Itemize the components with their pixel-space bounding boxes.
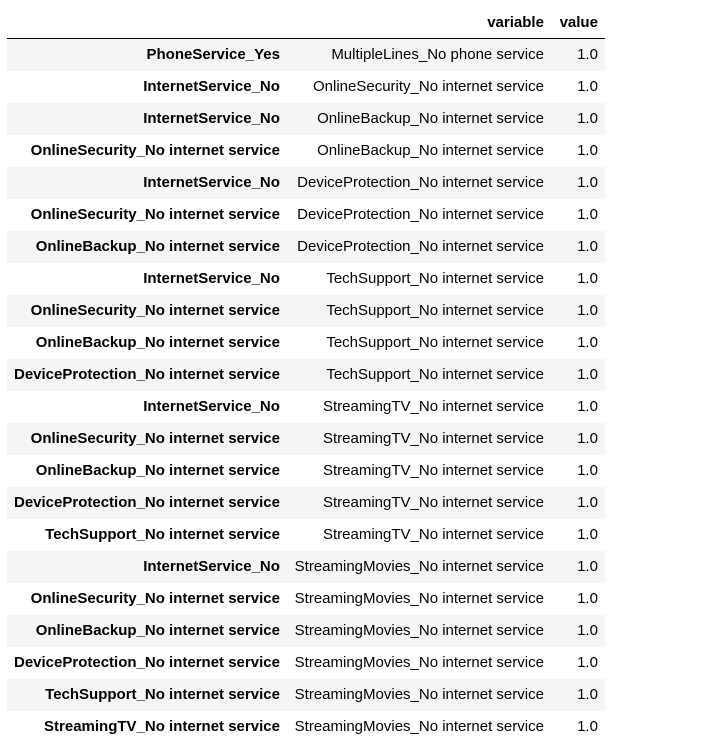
cell-variable: OnlineBackup_No internet service xyxy=(317,142,544,159)
row-index-label: OnlineBackup_No internet service xyxy=(35,622,280,639)
cell-variable: StreamingTV_No internet service xyxy=(323,398,544,415)
cell-variable: MultipleLines_No phone service xyxy=(331,46,544,64)
row-index-label: OnlineSecurity_No internet service xyxy=(30,430,280,447)
cell-variable: TechSupport_No internet service xyxy=(326,334,544,351)
table-row xyxy=(7,615,605,647)
row-index-label: OnlineBackup_No internet service xyxy=(35,462,280,479)
table-header xyxy=(7,6,605,39)
row-index-label: InternetService_No xyxy=(143,174,280,191)
row-index-label: DeviceProtection_No internet service xyxy=(14,494,280,511)
table-row xyxy=(7,679,605,711)
cell-value: 1.0 xyxy=(577,686,598,703)
cell-value: 1.0 xyxy=(577,526,598,543)
cell-variable: StreamingMovies_No internet service xyxy=(294,686,544,703)
table-row xyxy=(7,711,605,743)
index-header xyxy=(7,6,287,39)
cell-variable: DeviceProtection_No internet service xyxy=(297,174,544,191)
cell-variable: StreamingMovies_No internet service xyxy=(294,654,544,671)
cell-variable: StreamingMovies_No internet service xyxy=(294,622,544,639)
table-row xyxy=(7,231,605,263)
table-row xyxy=(7,327,605,359)
cell-variable: OnlineBackup_No internet service xyxy=(317,110,544,127)
cell-value: 1.0 xyxy=(577,718,598,735)
table-row xyxy=(7,423,605,455)
table-row xyxy=(7,391,605,423)
cell-variable: StreamingMovies_No internet service xyxy=(294,718,544,735)
table-row xyxy=(7,263,605,295)
row-index-label: OnlineBackup_No internet service xyxy=(35,238,280,255)
table-row xyxy=(7,551,605,583)
table-row xyxy=(7,455,605,487)
table-row xyxy=(7,295,605,327)
table-row xyxy=(7,487,605,519)
cell-value: 1.0 xyxy=(577,654,598,671)
table-row xyxy=(7,103,605,135)
cell-variable: DeviceProtection_No internet service xyxy=(297,206,544,223)
row-index-label: TechSupport_No internet service xyxy=(45,686,280,703)
cell-variable: StreamingTV_No internet service xyxy=(323,526,544,543)
cell-variable: DeviceProtection_No internet service xyxy=(297,238,544,255)
cell-variable: StreamingTV_No internet service xyxy=(323,494,544,511)
cell-value: 1.0 xyxy=(577,110,598,127)
cell-value: 1.0 xyxy=(577,590,598,607)
cell-value: 1.0 xyxy=(577,462,598,479)
cell-variable: StreamingTV_No internet service xyxy=(323,430,544,447)
cell-value: 1.0 xyxy=(577,558,598,575)
row-index-label: StreamingTV_No internet service xyxy=(44,718,280,735)
cell-value: 1.0 xyxy=(577,174,598,191)
table-row xyxy=(7,71,605,103)
row-index-label: InternetService_No xyxy=(143,78,280,95)
cell-value: 1.0 xyxy=(577,302,598,319)
table-row xyxy=(7,135,605,167)
row-index-label: DeviceProtection_No internet service xyxy=(14,654,280,671)
cell-value: 1.0 xyxy=(577,622,598,639)
table-row xyxy=(7,199,605,231)
cell-value: 1.0 xyxy=(577,142,598,159)
table-body xyxy=(7,39,605,743)
row-index-label: InternetService_No xyxy=(143,398,280,415)
row-index-label: DeviceProtection_No internet service xyxy=(14,366,280,383)
row-index-label: InternetService_No xyxy=(143,270,280,287)
row-index-label: InternetService_No xyxy=(143,558,280,575)
cell-value: 1.0 xyxy=(577,46,598,64)
cell-value: 1.0 xyxy=(577,398,598,415)
cell-value: 1.0 xyxy=(577,494,598,511)
row-index-label: TechSupport_No internet service xyxy=(45,526,280,543)
cell-variable: TechSupport_No internet service xyxy=(326,366,544,383)
row-index-label: OnlineBackup_No internet service xyxy=(35,334,280,351)
table-row xyxy=(7,519,605,551)
table-row xyxy=(7,647,605,679)
row-index-label: OnlineSecurity_No internet service xyxy=(30,142,280,159)
dataframe-output xyxy=(7,6,605,743)
cell-value: 1.0 xyxy=(577,270,598,287)
row-index-label: InternetService_No xyxy=(143,110,280,127)
row-index-label: OnlineSecurity_No internet service xyxy=(30,302,280,319)
cell-value: 1.0 xyxy=(577,430,598,447)
cell-value: 1.0 xyxy=(577,334,598,351)
row-index-label: OnlineSecurity_No internet service xyxy=(30,590,280,607)
column-header-value: value xyxy=(551,6,605,39)
cell-value: 1.0 xyxy=(577,238,598,255)
cell-variable: TechSupport_No internet service xyxy=(326,302,544,319)
cell-value: 1.0 xyxy=(577,78,598,95)
header-row xyxy=(7,6,605,39)
cell-variable: OnlineSecurity_No internet service xyxy=(312,78,544,95)
table-row xyxy=(7,359,605,391)
cell-value: 1.0 xyxy=(577,366,598,383)
table-row xyxy=(7,39,605,71)
cell-variable: StreamingMovies_No internet service xyxy=(294,558,544,575)
cell-value: 1.0 xyxy=(577,206,598,223)
row-index-label: PhoneService_Yes xyxy=(146,46,280,64)
row-index-label: OnlineSecurity_No internet service xyxy=(30,206,280,223)
table-row xyxy=(7,167,605,199)
cell-variable: StreamingMovies_No internet service xyxy=(294,590,544,607)
dataframe-table xyxy=(7,6,605,743)
cell-variable: TechSupport_No internet service xyxy=(326,270,544,287)
cell-variable: StreamingTV_No internet service xyxy=(323,462,544,479)
column-header-variable: variable xyxy=(287,6,551,39)
table-row xyxy=(7,583,605,615)
